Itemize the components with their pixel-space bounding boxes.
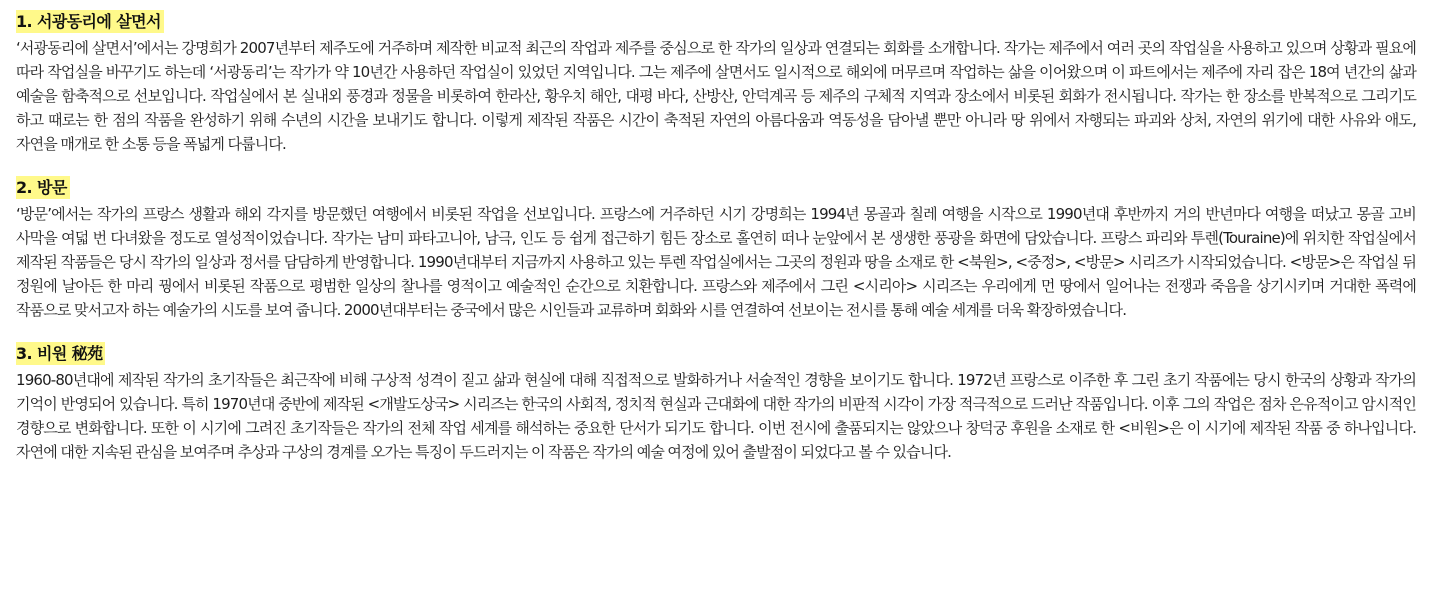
section-paragraph: ‘서광동리에 살면서’에서는 강명희가 2007년부터 제주도에 거주하며 제작한 비교적 최근의 작업과 제주를 중심으로 한 작가의 일상과 연결되는 회화를 소개합니다. 작가는 제주에서 여러 곳의 작업실을 사용하고 있으며 상황과 필요에 따라 작업실을 바꾸기도 하는데 ‘서광동리’는 작가가 약 10년간 사용하던 작업실이 있었던 지역입니다. 그는 제주에 살면서도 일시적으로 해외에 머무르며 작업하는 삶을 이어왔으며 이 파트에서는 제주에 자리 잡은 18여 년간의 삶과 예술을 함축적으로 선보입니다. 작업실에서 본 실내외 풍경과 정물을 비롯하여 한라산, 황우치 해안, 대평 바다, 산방산, 안덕계곡 등 제주의 구체적 지역과 장소에서 비롯된 회화가 전시됩니다. 작가는 한 장소를 반복적으로 그리기도 하고 때로는 한 점의 작품을 완성하기 위해 수년의 시간을 보내기도 합니다. 이렇게 제작된 작품은 시간이 축적된 자연의 아름다움과 역동성을 담아낼 뿐만 아니라 땅 위에서 자행되는 파괴와 상처, 자연의 위기에 대한 사유와 애도, 자연을 매개로 한 소통 등을 폭넓게 다룹니다.	[16, 39, 1416, 153]
section-heading: 3. 비원 秘苑	[16, 342, 105, 365]
section-heading: 1. 서광동리에 살면서	[16, 10, 164, 33]
section-heading: 2. 방문	[16, 176, 70, 199]
section-visit	[16, 176, 1416, 322]
section-paragraph: 1960-80년대에 제작된 작가의 초기작들은 최근작에 비해 구상적 성격이 짙고 삶과 현실에 대해 직접적으로 발화하거나 서술적인 경향을 보이기도 합니다. 1972년 프랑스로 이주한 후 그린 초기 작품에는 당시 한국의 상황과 작가의 기억이 반영되어 있습니다. 특히 1970년대 중반에 제작된 <개발도상국> 시리즈는 한국의 사회적, 정치적 현실과 근대화에 대한 작가의 비판적 시각이 가장 적극적으로 드러난 작품입니다. 이후 그의 작업은 점차 은유적이고 암시적인 경향으로 변화합니다. 또한 이 시기에 그려진 초기작들은 작가의 전체 작업 세계를 해석하는 중요한 단서가 되기도 합니다. 이번 전시에 출품되지는 않았으나 창덕궁 후원을 소재로 한 <비원>은 이 시기에 제작된 작품 중 하나입니다. 자연에 대한 지속된 관심을 보여주며 추상과 구상의 경계를 오가는 특징이 두드러지는 이 작품은 작가의 예술 여정에 있어 출발점이 되었다고 볼 수 있습니다.	[16, 371, 1416, 461]
section-secret-garden	[16, 342, 1416, 464]
section-seogwang-dongri	[16, 10, 1416, 156]
section-paragraph: ‘방문’에서는 작가의 프랑스 생활과 해외 각지를 방문했던 여행에서 비롯된 작업을 선보입니다. 프랑스에 거주하던 시기 강명희는 1994년 몽골과 칠레 여행을 시작으로 1990년대 후반까지 거의 반년마다 여행을 떠났고 몽골 고비 사막을 여덟 번 다녀왔을 정도로 열성적이었습니다. 작가는 남미 파타고니아, 남극, 인도 등 쉽게 접근하기 힘든 장소로 홀연히 떠나 눈앞에서 본 생생한 풍광을 화면에 담았습니다. 프랑스 파리와 투렌(Touraine)에 위치한 작업실에서 제작된 작품들은 당시 작가의 일상과 정서를 담담하게 반영합니다. 1990년대부터 지금까지 사용하고 있는 투렌 작업실에서는 그곳의 정원과 땅을 소재로 한 <북원>, <중정>, <방문> 시리즈가 시작되었습니다. <방문>은 작업실 뒤 정원에 날아든 한 마리 꿩에서 비롯된 작품으로 평범한 일상의 찰나를 영적이고 예술적인 순간으로 치환합니다. 프랑스와 제주에서 그린 <시리아> 시리즈는 우리에게 먼 땅에서 일어나는 전쟁과 죽음을 상기시키며 거대한 폭력에 작품으로 맞서고자 하는 예술가의 시도를 보여 줍니다. 2000년대부터는 중국에서 많은 시인들과 교류하며 회화와 시를 연결하여 선보이는 전시를 통해 예술 세계를 더욱 확장하였습니다.	[16, 205, 1416, 319]
